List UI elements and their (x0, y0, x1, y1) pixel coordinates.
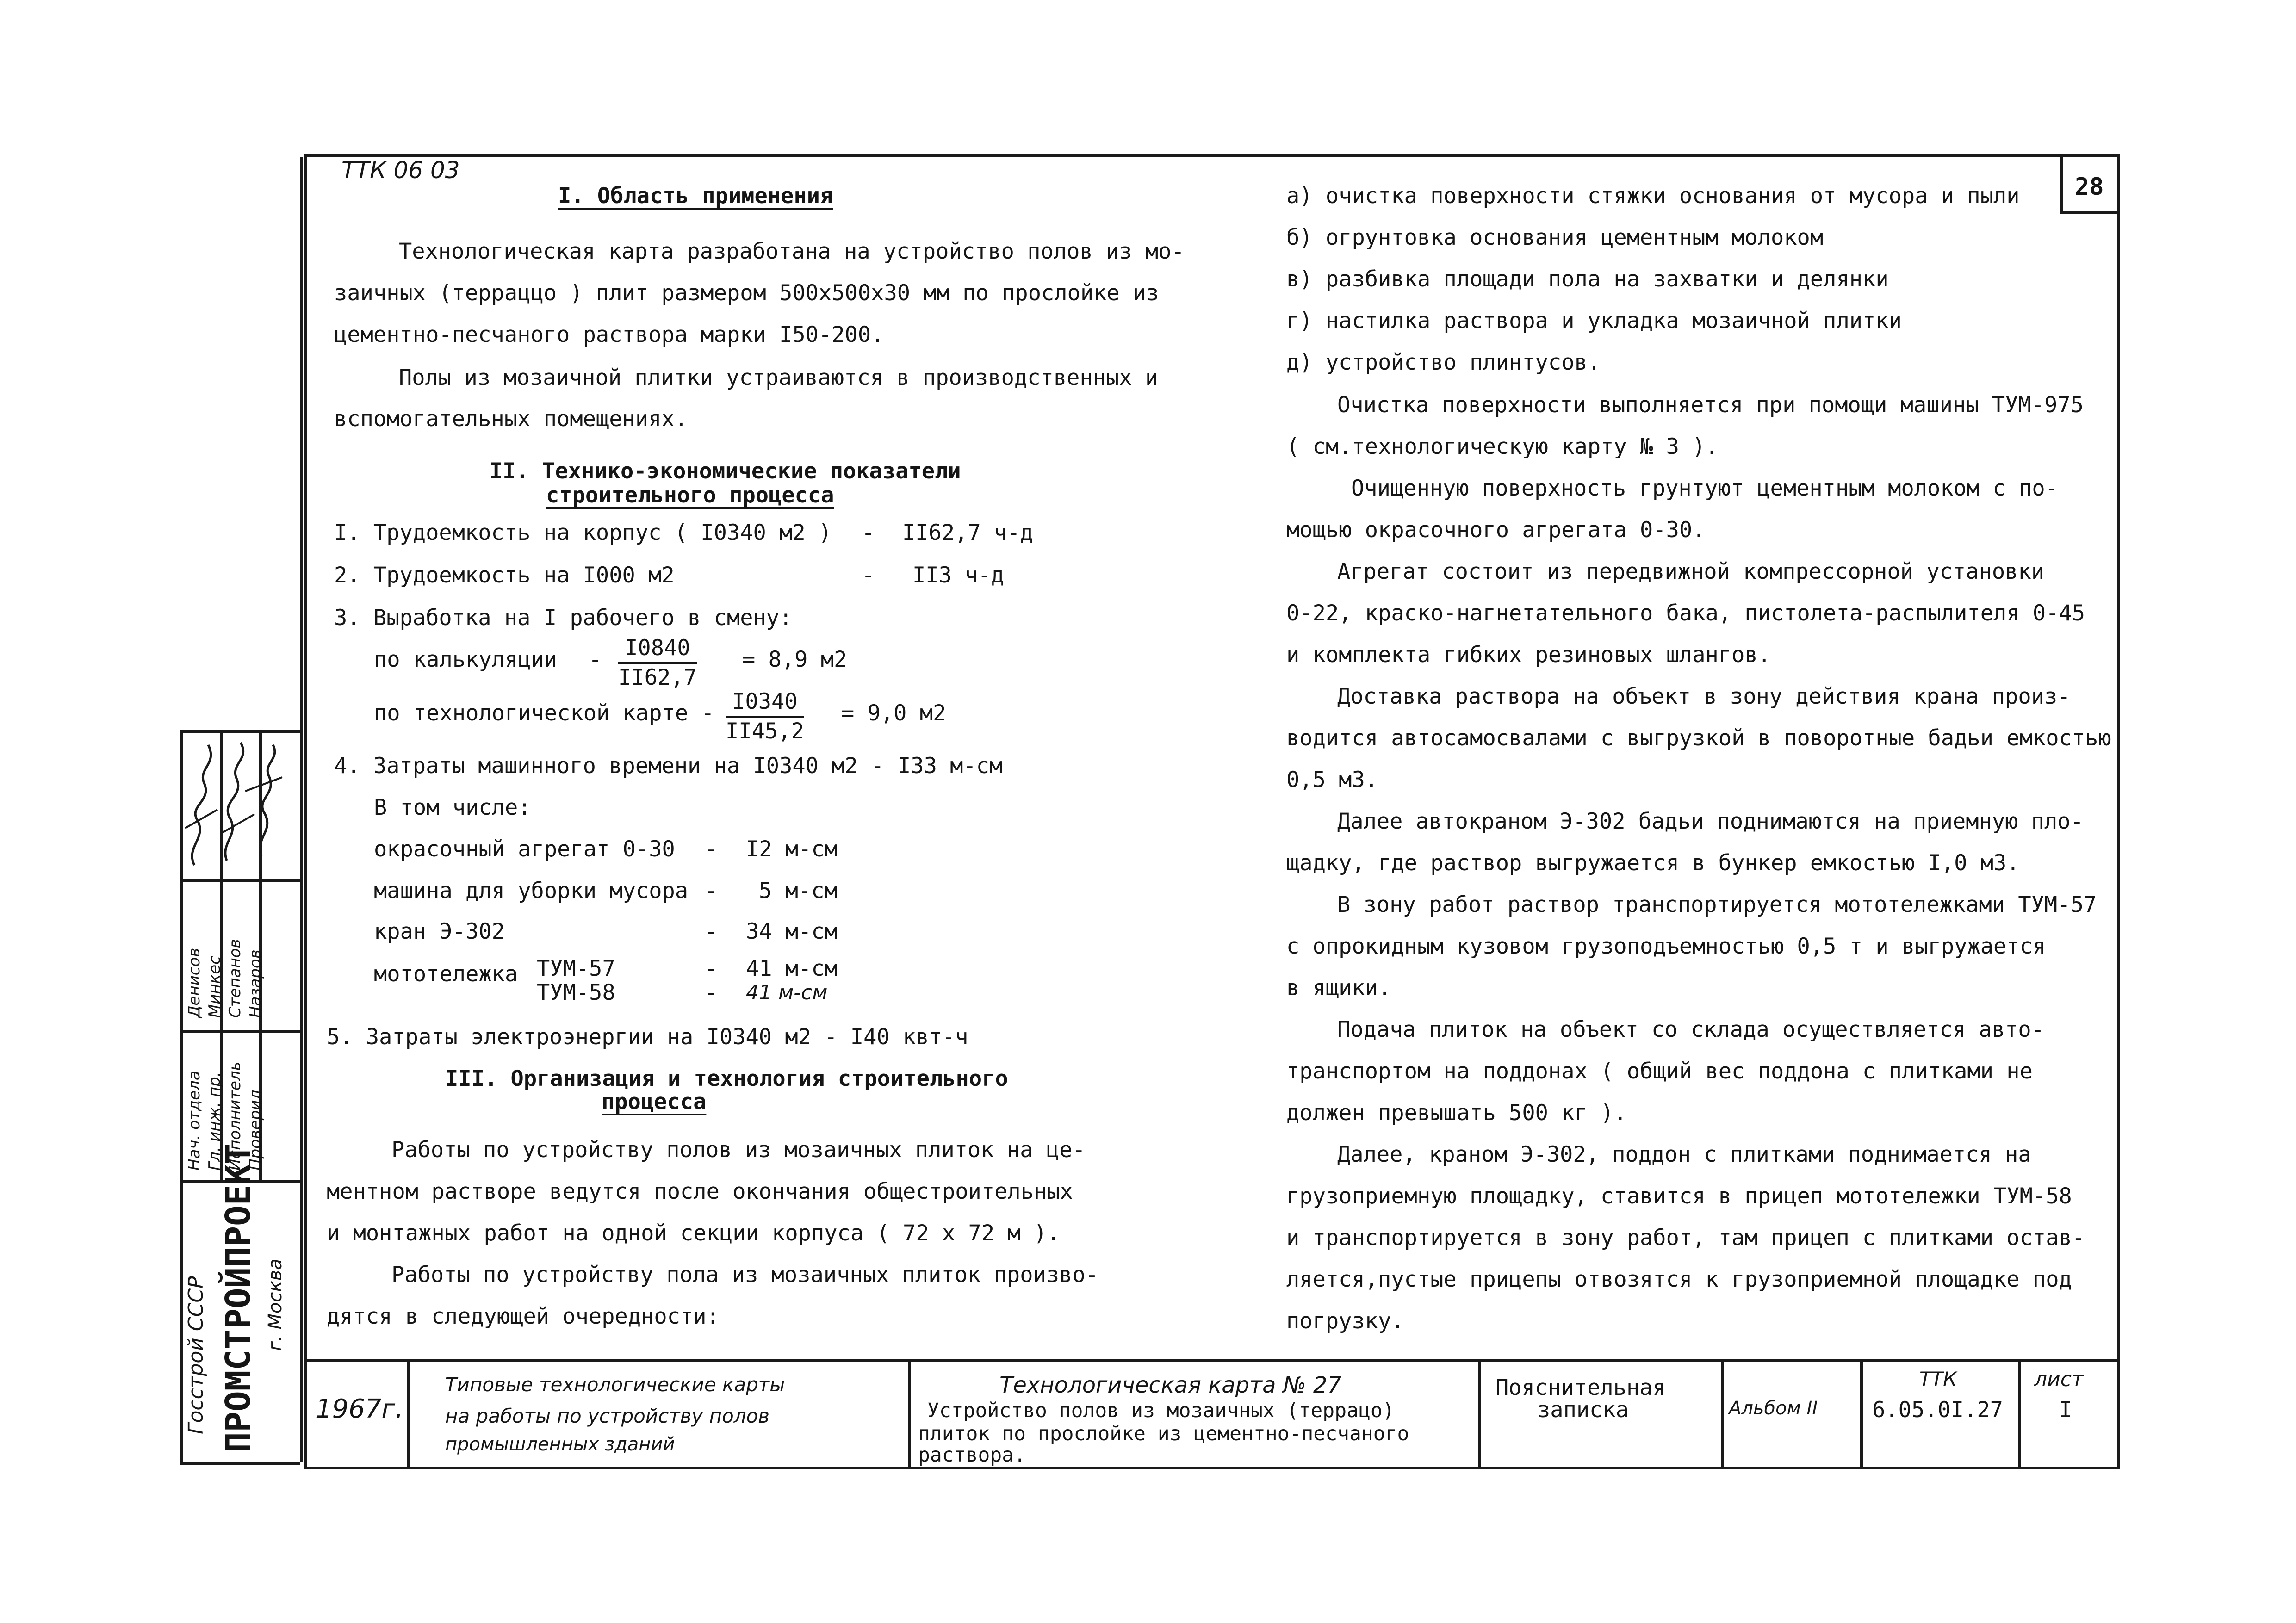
fraction-denominator: II45,2 (726, 718, 804, 744)
role-label: Нач. отдела (185, 1071, 204, 1171)
album: Альбом II (1729, 1398, 1818, 1419)
card-description-line: Устройство полов из мозаичных (террацо) (927, 1399, 1395, 1422)
machine-value: 5 м-см (759, 878, 838, 904)
ttk-code: 6.05.0I.27 (1872, 1397, 2003, 1423)
indicator-2-label: 2. Трудоемкость на I000 м2 (334, 563, 675, 588)
text-line: Далее, краном Э-302, поддон с плитками поднимается на (1337, 1142, 2031, 1167)
moto-value: 41 м-см (746, 956, 838, 981)
sheet-number: 28 (2075, 173, 2104, 201)
paragraph-3-line: и монтажных работ на одной секции корпуса ( 72 х 72 м ). (327, 1220, 1060, 1246)
paragraph-1-line: Технологическая карта разработана на устройство полов из мо- (399, 239, 1185, 264)
series-title-line: на работы по устройству полов (445, 1405, 770, 1427)
section-1-title: I. Область применения (558, 183, 833, 209)
text-line: В зону работ раствор транспортируется мототележками ТУМ-57 (1337, 892, 2097, 917)
text-line: а) очистка поверхности стяжки основания от мусора и пыли (1286, 183, 2020, 209)
side-stamp-divider (180, 1030, 300, 1033)
text-line: ( см.технологическую карту № 3 ). (1286, 434, 1719, 459)
text-line: д) устройство плинтусов. (1286, 350, 1601, 375)
text-line: мощью окрасочного агрегата 0-30. (1286, 517, 1706, 543)
text-line: в) разбивка площади пола на захватки и делянки (1286, 266, 1889, 292)
person-name: Денисов (185, 948, 204, 1018)
org-ministry: Госстрой СССР (184, 1276, 208, 1434)
indicator-1-label: I. Трудоемкость на корпус ( I0340 м2 ) (334, 520, 832, 545)
text-line: Подача плиток на объект со склада осуществляется авто- (1337, 1017, 2045, 1042)
text-line: должен превышать 500 кг ). (1286, 1100, 1627, 1126)
moto-dash: - (704, 980, 718, 1005)
machine-dash: - (704, 919, 718, 944)
indicator-4-label: 4. Затраты машинного времени на I0340 м2 - (334, 753, 884, 779)
org-city: г. Москва (265, 1258, 286, 1351)
paragraph-4-line: Работы по устройству пола из мозаичных плиток произво- (391, 1262, 1099, 1288)
text-line: Доставка раствора на объект в зону действия крана произ- (1337, 684, 2071, 709)
paragraph-4-line: дятся в следующей очередности: (327, 1304, 720, 1329)
text-line: б) огрунтовка основания цементным молоком (1286, 225, 1824, 250)
moto-label: мототележка (374, 961, 518, 987)
series-title-line: Типовые технологические карты (445, 1373, 785, 1396)
card-heading: Технологическая карта № 27 (999, 1372, 1342, 1398)
section-3-title: III. Организация и технология строительного (445, 1066, 1008, 1091)
text-line: грузоприемную площадку, ставится в прицеп мототележки ТУМ-58 (1286, 1183, 2072, 1209)
machine-value: 34 м-см (746, 919, 838, 944)
text-line: с опрокидным кузовом грузоподъемностью 0,5 т и выгружается (1286, 934, 2046, 959)
signatures-image (176, 736, 301, 874)
text-line: Очистка поверхности выполняется при помощи машины ТУМ-975 (1337, 392, 2084, 418)
year: 1967г. (316, 1394, 403, 1424)
machine-value: I2 м-см (746, 836, 838, 862)
title-block-divider (1478, 1359, 1481, 1469)
machine-dash: - (704, 878, 718, 904)
machine-name: машина для уборки мусора (374, 878, 689, 904)
moto-model: ТУМ-57 (537, 956, 615, 981)
fraction-denominator: II62,7 (618, 664, 697, 690)
indicator-3b-result: = 9,0 м2 (841, 700, 946, 726)
text-line: Агрегат состоит из передвижной компрессорной установки (1337, 559, 2045, 584)
text-line: 0,5 м3. (1286, 767, 1378, 793)
title-block-divider (1721, 1359, 1724, 1469)
role-label: Проверил (246, 1090, 265, 1171)
person-name: Степанов (226, 939, 244, 1018)
series-title-line: промышленных зданий (445, 1434, 675, 1455)
indicator-3a-result: = 8,9 м2 (742, 647, 847, 672)
indicator-3b-label: по технологической карте - (374, 700, 714, 726)
ttk-label: ТТК (1919, 1368, 1957, 1390)
doc-type-line: записка (1537, 1397, 1629, 1423)
handwritten-code: ТТК 06 03 (341, 157, 460, 184)
machine-dash: - (704, 836, 718, 862)
title-block-divider (908, 1359, 911, 1469)
fraction-numerator: I0840 (618, 635, 696, 664)
section-3-title: процесса (602, 1089, 707, 1115)
indicator-2-value: II3 ч-д (912, 563, 1005, 588)
indicator-3-label: 3. Выработка на I рабочего в смену: (334, 605, 793, 631)
doc-type-line: Пояснительная (1496, 1375, 1666, 1400)
machine-name: кран Э-302 (374, 919, 505, 944)
paragraph-2-line: Полы из мозаичной плитки устраиваются в производственных и (399, 365, 1159, 390)
section-2-title: строительного процесса (546, 483, 834, 508)
paragraph-3-line: Работы по устройству полов из мозаичных плиток на це- (391, 1137, 1086, 1163)
title-block-divider (2018, 1359, 2021, 1469)
side-stamp-divider (180, 879, 300, 882)
paragraph-3-line: ментном растворе ведутся после окончания общестроительных (327, 1179, 1073, 1204)
text-line: транспортом на поддонах ( общий вес поддона с плитками не (1286, 1059, 2033, 1084)
text-line: ляется,пустые прицепы отвозятся к грузоприемной площадке под (1286, 1267, 2072, 1292)
machine-name: окрасочный агрегат 0-30 (374, 836, 675, 862)
text-line: г) настилка раствора и укладка мозаичной плитки (1286, 308, 1902, 334)
title-block-divider (407, 1359, 410, 1469)
indicator-3b-fraction (726, 688, 804, 745)
role-label: Гл. инж. пр. (205, 1072, 224, 1171)
title-block-divider (1860, 1359, 1863, 1469)
paragraph-1-line: заичных (терраццо ) плит размером 500х500х30 мм по прослойке из (334, 280, 1159, 306)
person-name: Минкес (205, 956, 224, 1018)
indicator-3a-label: по калькуляции (374, 647, 558, 672)
paragraph-1-line: цементно-песчаного раствора марки I50-200. (334, 322, 884, 347)
text-line: погрузку. (1286, 1308, 1404, 1334)
text-line: и комплекта гибких резиновых шлангов. (1286, 642, 1771, 668)
indicator-4-sub: В том числе: (374, 795, 531, 820)
text-line: и транспортируется в зону работ, там прицеп с плитками остав- (1286, 1225, 2085, 1251)
moto-value: 41 м-см (746, 981, 828, 1004)
list-value: I (2059, 1397, 2073, 1423)
fraction-numerator: I0340 (726, 688, 804, 718)
indicator-3a-dash: - (589, 647, 602, 672)
card-description-line: плиток по прослойке из цементно-песчаного (918, 1422, 1409, 1445)
card-description-line: раствора. (918, 1443, 1026, 1467)
text-line: Далее автокраном Э-302 бадьи поднимаются на приемную пло- (1337, 809, 2084, 834)
text-line: 0-22, краско-нагнетательного бака, пистолета-распылителя 0-45 (1286, 601, 2085, 626)
title-block-top-line (304, 1359, 2120, 1362)
moto-dash: - (704, 956, 718, 981)
indicator-3a-fraction (618, 635, 697, 692)
text-line: щадку, где раствор выгружается в бункер емкостью I,0 м3. (1286, 850, 2020, 876)
section-2-title: II. Технико-экономические показатели (490, 458, 961, 484)
indicator-1-value: II62,7 ч-д (902, 520, 1033, 545)
moto-model: ТУМ-58 (537, 980, 615, 1005)
org-name: ПРОМСТРОЙПРОЕКТ (218, 1143, 258, 1453)
role-label: Исполнитель (226, 1061, 244, 1171)
indicator-5: 5. Затраты электроэнергии на I0340 м2 - I40 квт-ч (327, 1024, 968, 1050)
person-name: Назаров (246, 949, 265, 1018)
indicator-1-dash: - (862, 520, 875, 545)
text-line: Очищенную поверхность грунтуют цементным молоком с по- (1351, 476, 2059, 501)
indicator-4-value: I33 м-см (898, 753, 1003, 779)
text-line: водится автосамосвалами с выгрузкой в поворотные бадьи емкостью (1286, 725, 2111, 751)
text-line: в ящики. (1286, 975, 1391, 1001)
paragraph-2-line: вспомогательных помещениях. (334, 406, 688, 432)
list-label: лист (2034, 1368, 2084, 1391)
indicator-2-dash: - (862, 563, 875, 588)
